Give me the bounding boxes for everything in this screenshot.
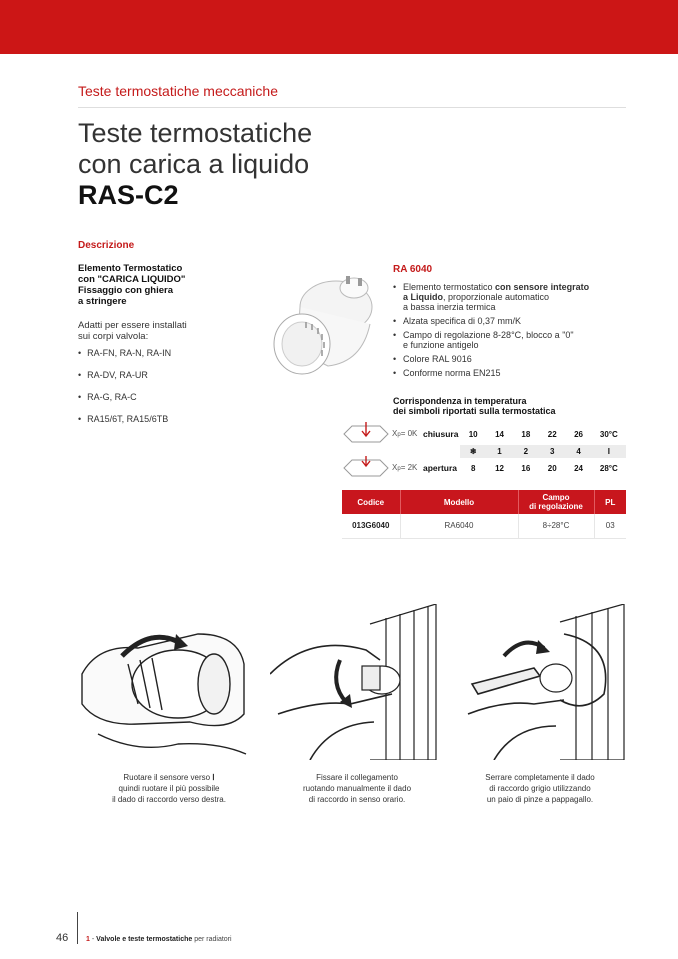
opening-temp: 20 (547, 464, 557, 473)
feature-1-bold-2: a Liquido (403, 292, 443, 302)
step-2-line-1: Fissare il collegamento (316, 773, 398, 782)
step-3-line-1: Serrare completamente il dado (485, 773, 595, 782)
closing-xp (392, 429, 417, 438)
title-line-1: Teste termostatiche (78, 118, 313, 148)
footer-divider (77, 912, 78, 944)
valve-body-list (78, 348, 171, 436)
closing-temp: 30°C (599, 430, 618, 439)
opening-temperature-row (460, 462, 626, 475)
intro-line-2: sui corpi valvola: (78, 331, 149, 342)
lead-line-1: Elemento Termostatico (78, 263, 183, 274)
closing-temp: 10 (468, 430, 478, 439)
table-row (342, 514, 626, 538)
correspondence-title (393, 396, 623, 416)
step-3-line-3: un paio di pinze a pappagallo. (486, 795, 594, 804)
valve-body-item: • RA-FN, RA-N, RA-IN (78, 348, 171, 370)
opening-temp: 28°C (599, 464, 618, 473)
feature-item: • Alzata specifica di 0,37 mm/K (393, 316, 623, 326)
col-header-range (518, 490, 594, 514)
valve-opening-icon (342, 455, 390, 481)
page-title (78, 118, 312, 211)
valve-closing-icon (342, 421, 390, 447)
step-1-line-3: il dado di raccordo verso destra. (112, 795, 226, 804)
feature-3-line-2: e funzione antigelo (403, 340, 479, 350)
product-code-table (342, 490, 626, 539)
col-header-pl: PL (594, 490, 626, 514)
valve-body-item: • RA-G, RA-C (78, 392, 171, 414)
product-name: RA 6040 (393, 264, 433, 275)
chapter-number: 1 (86, 936, 90, 943)
feature-1-post-2: a bassa inerzia termica (403, 302, 496, 312)
dial-symbol: I (607, 447, 610, 456)
rotation-mark-icon: Ⅰ (212, 773, 215, 782)
correspondence-line-2: dei simboli riportati sulla termostatica (393, 406, 556, 416)
step-3-line-2: di raccordo grigio utilizzando (489, 784, 591, 793)
closing-temp: 14 (495, 430, 504, 439)
title-line-2: con carica a liquido (78, 149, 310, 179)
xp-subscript: p (397, 432, 401, 438)
col-header-model: Modello (400, 490, 518, 514)
correspondence-line-1: Corrispondenza in temperatura (393, 396, 527, 406)
step-1-line-2: quindi ruotare il più possibile (118, 784, 220, 793)
feature-item (393, 282, 623, 312)
description-intro (78, 320, 228, 342)
opening-label: apertura (423, 463, 458, 473)
cell-range: 8÷28°C (518, 514, 594, 538)
closing-temp: 18 (521, 430, 531, 439)
opening-xp (392, 463, 417, 472)
dial-symbol: 3 (549, 447, 555, 456)
lead-line-3: Fissaggio con ghiera (78, 285, 174, 296)
opening-temp: 12 (495, 464, 504, 473)
description-lead (78, 263, 228, 307)
valve-body-item: • RA15/6T, RA15/6TB (78, 414, 171, 436)
dial-symbol: 1 (497, 447, 502, 456)
range-header-line-2: di regolazione (529, 502, 583, 511)
footer-chapter (86, 936, 232, 943)
step-1-illustration (78, 604, 250, 760)
opening-temp: 24 (574, 464, 583, 473)
closing-temp: 22 (547, 430, 557, 439)
heading-divider (78, 107, 626, 108)
frost-icon: ❄ (469, 447, 477, 456)
page-number: 46 (56, 932, 69, 944)
range-header-line-1: Campo (542, 493, 570, 502)
opening-xp-value: = 2K (400, 463, 418, 472)
step-2-line-3: di raccordo in senso orario. (308, 795, 406, 804)
feature-item: • Conforme norma EN215 (393, 368, 623, 378)
chapter-title-bold: Valvole e teste termostatiche (96, 936, 193, 943)
dial-symbol: 4 (576, 447, 581, 456)
title-model: RAS-C2 (78, 180, 179, 210)
closing-temp: 26 (574, 430, 583, 439)
feature-3-line-1: Campo di regolazione 8-28°C, blocco a "0" (403, 330, 574, 340)
xp-subscript: p (397, 466, 401, 472)
closing-label: chiusura (423, 429, 459, 439)
cell-pl: 03 (594, 514, 626, 538)
closing-xp-value: = 0K (400, 429, 418, 438)
feature-item (393, 330, 623, 350)
step-1-line-1-text: Ruotare il sensore verso (123, 773, 211, 782)
description-heading: Descrizione (78, 240, 135, 251)
step-2-caption (262, 772, 452, 805)
closing-temperature-row (460, 428, 626, 441)
feature-item: • Colore RAL 9016 (393, 354, 623, 364)
section-heading: Teste termostatiche meccaniche (78, 83, 278, 99)
opening-temp: 16 (521, 464, 531, 473)
cell-code: 013G6040 (342, 514, 400, 538)
valve-body-item: • RA-DV, RA-UR (78, 370, 171, 392)
step-2-line-2: ruotando manualmente il dado (302, 784, 412, 793)
opening-temp: 8 (470, 464, 476, 473)
xp-symbol: X (392, 463, 398, 472)
intro-line-1: Adatti per essere installati (78, 320, 187, 331)
feature-1-pre: Elemento termostatico (403, 282, 496, 292)
xp-symbol: X (392, 429, 398, 438)
chapter-title-rest: per radiatori (194, 936, 232, 943)
step-3-caption (445, 772, 635, 805)
step-1-line-1 (74, 772, 264, 783)
chapter-separator: - (91, 936, 95, 943)
cell-model: RA6040 (400, 514, 518, 538)
col-header-code: Codice (342, 490, 400, 514)
step-2-illustration (270, 604, 442, 760)
dial-symbol-row (460, 445, 626, 458)
feature-list (393, 282, 623, 382)
step-3-illustration (464, 604, 636, 760)
lead-line-4: a stringere (78, 296, 127, 307)
step-1-caption (74, 772, 264, 805)
lead-line-2: con "CARICA LIQUIDO" (78, 274, 186, 285)
feature-1-bold-1: con sensore integrato (495, 282, 590, 292)
table-header-row (342, 490, 626, 514)
feature-1-post-1: , proporzionale automatico (443, 292, 550, 302)
dial-symbol: 2 (523, 447, 529, 456)
top-color-bar (0, 0, 678, 54)
thermostatic-head-image (266, 262, 386, 382)
